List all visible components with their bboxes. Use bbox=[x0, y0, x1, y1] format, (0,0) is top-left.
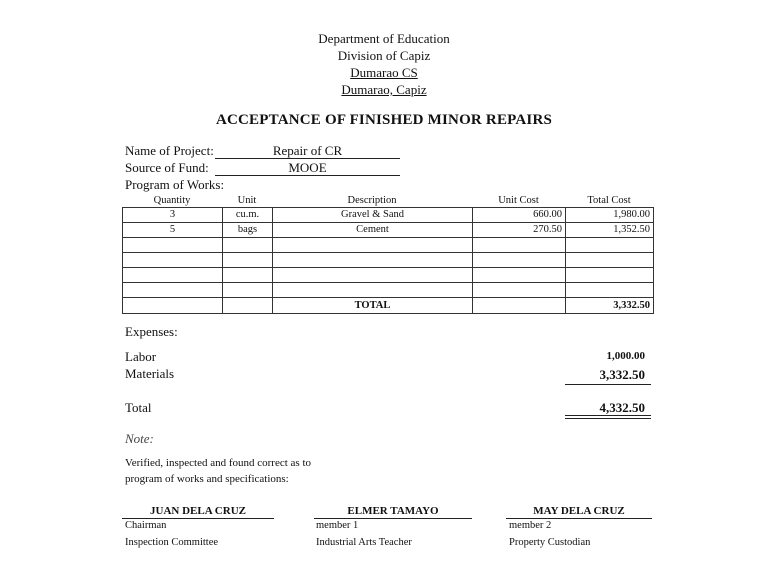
cell-unit: cu.m. bbox=[223, 208, 273, 223]
note-line-1: Verified, inspected and found correct as to bbox=[125, 457, 312, 469]
col-header-description: Description bbox=[347, 195, 397, 206]
table-total-row bbox=[123, 298, 654, 314]
signatory-name-member-2: MAY DELA CRUZ bbox=[506, 504, 652, 519]
signatory-name-chairman: JUAN DELA CRUZ bbox=[122, 504, 274, 519]
header-school: Dumarao CS bbox=[350, 65, 418, 80]
program-of-works-table bbox=[122, 207, 654, 314]
document-title: ACCEPTANCE OF FINISHED MINOR REPAIRS bbox=[215, 112, 553, 128]
total-underline-1 bbox=[565, 415, 651, 416]
cell-quantity: 3 bbox=[123, 208, 223, 223]
project-name-label: Name of Project: bbox=[125, 143, 214, 158]
signatory-role-member-1: member 1 bbox=[316, 520, 359, 531]
fund-source-value: MOOE bbox=[215, 160, 400, 176]
program-of-works-label: Program of Works: bbox=[125, 177, 225, 192]
signatory-role-chairman: Chairman bbox=[125, 520, 167, 531]
signatory-position-member-1: Industrial Arts Teacher bbox=[316, 537, 412, 548]
table-row bbox=[123, 223, 654, 238]
cell-unit-cost: 270.50 bbox=[473, 223, 566, 238]
cell-unit: bags bbox=[223, 223, 273, 238]
signatory-name-member-1: ELMER TAMAYO bbox=[314, 504, 472, 519]
table-total-label: TOTAL bbox=[273, 298, 473, 314]
signatory-position-member-2: Property Custodian bbox=[509, 537, 591, 548]
header-location-wrap bbox=[0, 82, 768, 98]
total-amount: 4,332.50 bbox=[599, 400, 645, 415]
cell-quantity: 5 bbox=[123, 223, 223, 238]
materials-label: Materials bbox=[125, 366, 175, 381]
signatory-position-chairman: Inspection Committee bbox=[125, 537, 219, 548]
labor-amount: 1,000.00 bbox=[606, 350, 645, 362]
cell-description: Gravel & Sand bbox=[273, 208, 473, 223]
table-row-empty bbox=[123, 238, 654, 253]
note-label: Note: bbox=[125, 431, 154, 446]
signatory-role-member-2: member 2 bbox=[509, 520, 552, 531]
table-total-value: 3,332.50 bbox=[566, 298, 654, 314]
header-location: Dumarao, Capiz bbox=[341, 82, 427, 97]
col-header-quantity: Quantity bbox=[153, 195, 191, 206]
col-header-unit-cost: Unit Cost bbox=[498, 195, 539, 206]
materials-amount: 3,332.50 bbox=[599, 367, 645, 382]
header-school-wrap bbox=[0, 65, 768, 81]
cell-total-cost: 1,980.00 bbox=[566, 208, 654, 223]
col-header-total-cost: Total Cost bbox=[587, 195, 631, 206]
labor-label: Labor bbox=[125, 349, 157, 364]
expenses-heading: Expenses: bbox=[125, 324, 178, 339]
table-row-empty bbox=[123, 283, 654, 298]
project-name-value: Repair of CR bbox=[215, 143, 400, 159]
cell-total-cost: 1,352.50 bbox=[566, 223, 654, 238]
table-row-empty bbox=[123, 268, 654, 283]
cell-unit-cost: 660.00 bbox=[473, 208, 566, 223]
materials-underline bbox=[565, 384, 651, 385]
cell-description: Cement bbox=[273, 223, 473, 238]
fund-source-label: Source of Fund: bbox=[125, 160, 209, 175]
total-underline-2 bbox=[565, 418, 651, 419]
note-line-2: program of works and specifications: bbox=[125, 473, 289, 485]
table-row-empty bbox=[123, 253, 654, 268]
header-department: Department of Education bbox=[318, 31, 450, 46]
header-division: Division of Capiz bbox=[337, 48, 431, 63]
total-label: Total bbox=[125, 400, 152, 415]
col-header-unit: Unit bbox=[237, 195, 257, 206]
table-row bbox=[123, 208, 654, 223]
